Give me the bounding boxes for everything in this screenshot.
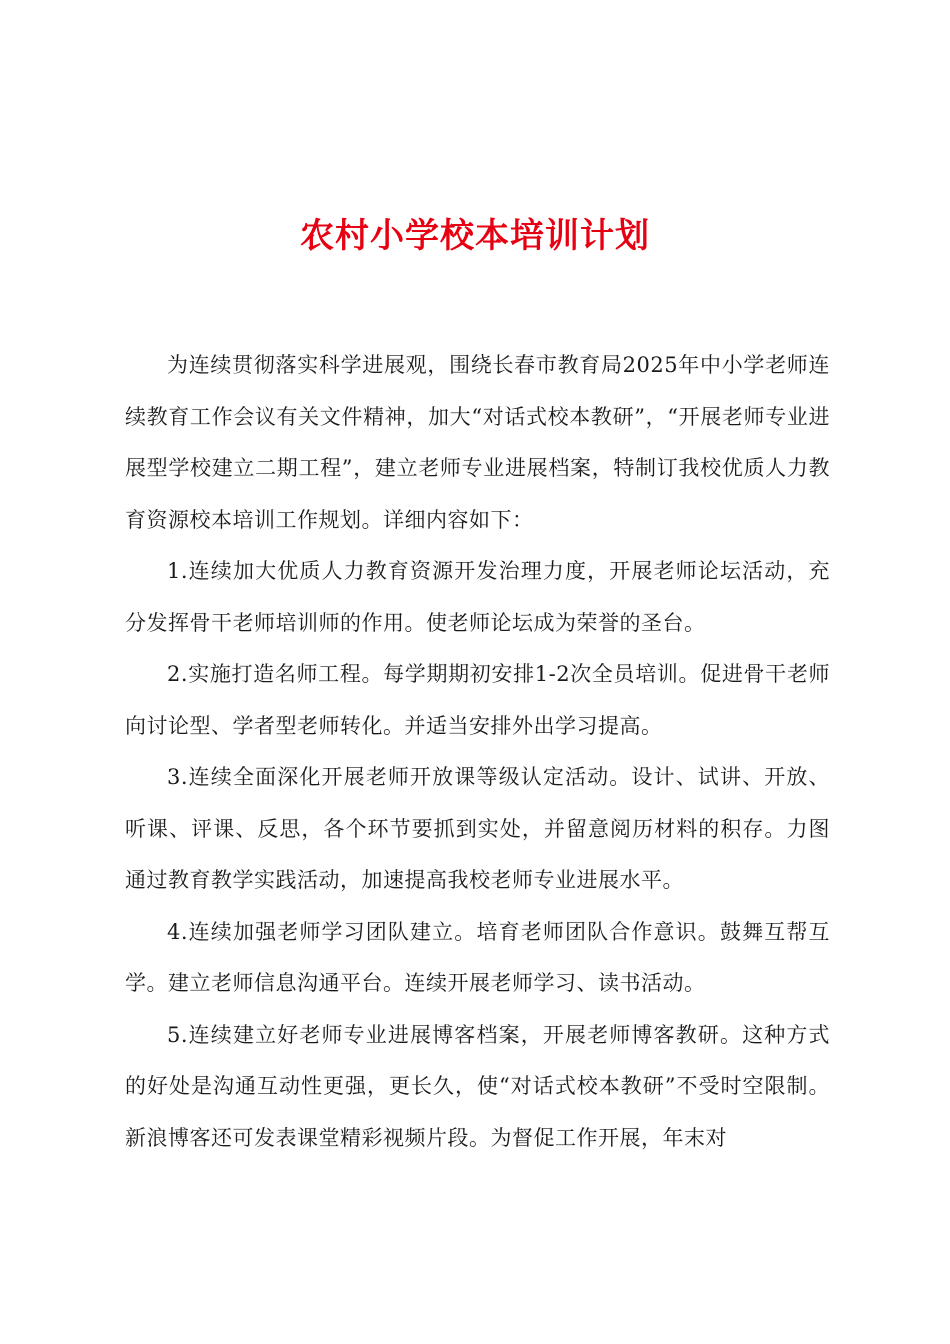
document-body bbox=[125, 340, 830, 1164]
paragraph-item-1: 1.连续加大优质人力教育资源开发治理力度，开展老师论坛活动，充分发挥骨干老师培训师的作用。使老师论坛成为荣誉的圣台。 bbox=[125, 559, 830, 635]
paragraph-item-2: 2.实施打造名师工程。每学期期初安排1-2次全员培训。促进骨干老师向讨论型、学者型老师转化。并适当安排外出学习提高。 bbox=[125, 662, 830, 738]
paragraph-item-4: 4.连续加强老师学习团队建立。培育老师团队合作意识。鼓舞互帮互学。建立老师信息沟通平台。连续开展老师学习、读书活动。 bbox=[125, 919, 830, 995]
paragraph-intro: 为连续贯彻落实科学进展观，围绕长春市教育局2025年中小学老师连续教育工作会议有关文件精神，加大“对话式校本教研”，“开展老师专业进展型学校建立二期工程”，建立老师专业进展档案，特制订我校优质人力教育资源校本培训工作规划。详细内容如下： bbox=[125, 353, 830, 532]
paragraph-item-3: 3.连续全面深化开展老师开放课等级认定活动。设计、试讲、开放、听课、评课、反思，各个环节要抓到实处，并留意阅历材料的积存。力图通过教育教学实践活动，加速提高我校老师专业进展水平。 bbox=[125, 765, 830, 892]
paragraph-item-5: 5.连续建立好老师专业进展博客档案，开展老师博客教研。这种方式的好处是沟通互动性更强，更长久，使“对话式校本教研”不受时空限制。新浪博客还可发表课堂精彩视频片段。为督促工作开展，年末对 bbox=[125, 1022, 830, 1150]
document-title: 农村小学校本培训计划 bbox=[300, 216, 650, 256]
